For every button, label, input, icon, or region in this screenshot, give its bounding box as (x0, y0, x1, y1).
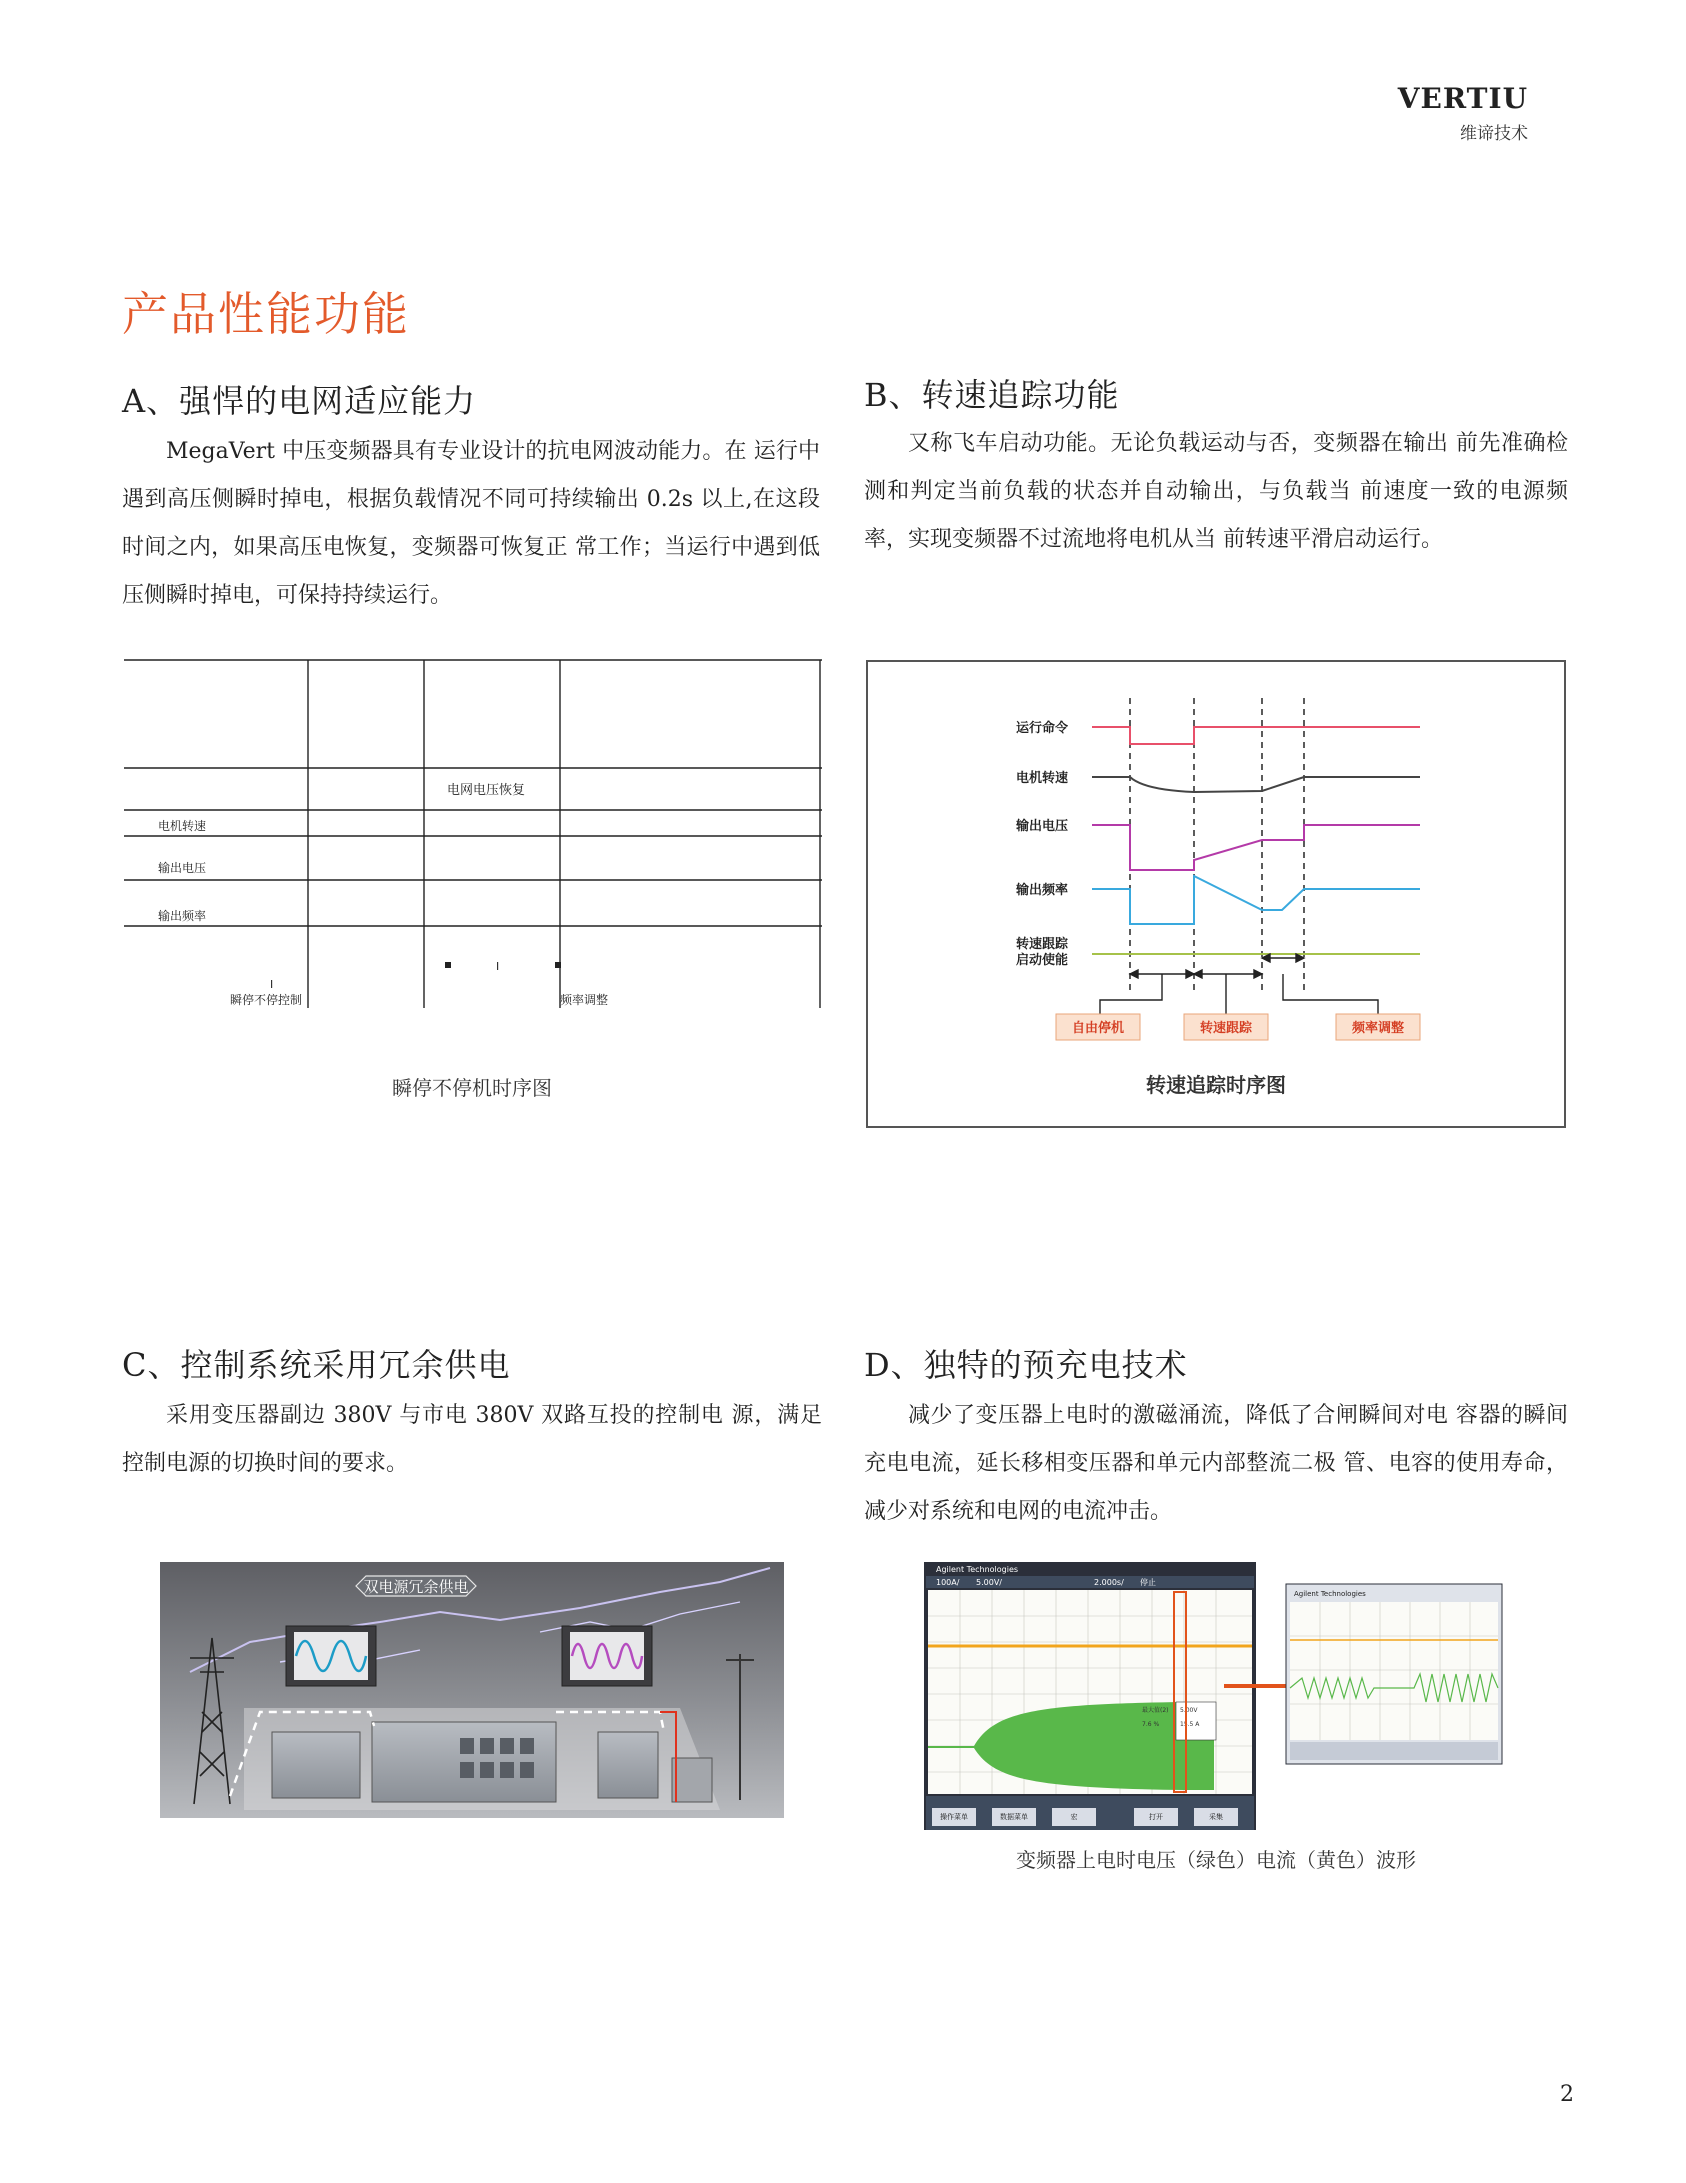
signal-output-voltage-label: 输出电压 (1016, 819, 1069, 834)
signal-enable-label: 启动使能 (1016, 953, 1069, 968)
readout-label-1: 最大值(2) (1142, 1707, 1169, 1714)
fig-a-label-motor-speed: 电机转速 (158, 819, 207, 833)
figure-a-caption: 瞬停不停机时序图 (392, 1076, 552, 1100)
scope-status-timebase: 2.000s/ (1094, 1578, 1124, 1587)
zoom-scope-brand: Agilent Technologies (1294, 1590, 1366, 1598)
scope-status-state: 停止 (1140, 1578, 1156, 1587)
fig-a-tick-mid: I (496, 960, 500, 973)
speed-tracking-figure (866, 660, 1566, 1128)
section-a-heading: A、强悍的电网适应能力 (122, 382, 477, 420)
fig-a-label-ride-through: 瞬停不停控制 (230, 993, 303, 1007)
section-d-heading: D、独特的预充电技术 (864, 1346, 1188, 1384)
fig-a-label-output-voltage: 输出电压 (158, 861, 207, 875)
signal-output-freq-label: 输出频率 (1016, 883, 1069, 898)
signal-run-command-label: 运行命令 (1016, 721, 1069, 736)
output-frequency-waveform (1112, 876, 1420, 924)
stage-freq-adjust: 频率调整 (1351, 1021, 1405, 1036)
fig-a-label-freq-adjust: 频率调整 (560, 993, 609, 1007)
output-voltage-waveform (1112, 825, 1420, 870)
figure-b-caption: 转速追踪时序图 (1146, 1073, 1286, 1097)
section-c-body: 采用变压器副边 380V 与市电 380V 双路互投的控制电 源，满足控制电源的切换时间的要求。 (122, 1403, 822, 1476)
section-b-heading: B、转速追踪功能 (864, 376, 1120, 414)
softkey-macro: 宏 (1070, 1813, 1078, 1821)
right-cabinet-icon (598, 1732, 658, 1798)
readout-value-2: 15.5 A (1180, 1721, 1200, 1728)
brand-block (1398, 82, 1528, 144)
section-c-heading: C、控制系统采用冗余供电 (122, 1346, 511, 1384)
left-cabinet-icon (272, 1732, 360, 1798)
precharge-oscilloscope-figure (924, 1562, 1508, 1832)
softkey-ops: 操作菜单 (940, 1813, 968, 1821)
section-d-body: 减少了变压器上电时的激磁涌流，降低了合闸瞬间对电 容器的瞬间充电电流，延长移相变压器和单元内部整流二极 管、电容的使用寿命，减少对系统和电网的电流冲击。 (864, 1403, 1568, 1524)
page-number: 2 (1560, 2082, 1574, 2107)
section-b-body: 又称飞车启动功能。无论负载运动与否，变频器在输出 前先准确检测和判定当前负载的状态并自动输出，与负载当 前速度一致的电源频率，实现变频器不过流地将电机从当 前转速平滑启动运行。 (864, 431, 1568, 552)
fig-a-label-output-freq: 输出频率 (158, 909, 207, 923)
stage-speed-tracking: 转速跟踪 (1199, 1021, 1253, 1036)
scope-brand: Agilent Technologies (936, 1565, 1019, 1574)
scope-status-ch2: 5.00V/ (976, 1578, 1002, 1587)
figure-d-caption: 变频器上电时电压（绿色）电流（黄色）波形 (1016, 1848, 1416, 1872)
softkey-acquire: 采集 (1209, 1813, 1223, 1821)
section-a-body: MegaVert 中压变频器具有专业设计的抗电网波动能力。在 运行中遇到高压侧瞬时掉电，根据负载情况不同可持续输出 0.2s 以上,在这段时间之内，如果高压电恢复，变频器可恢复正 常工作；当运行中遇到低压侧瞬时掉电，可保持持续运行。 (122, 439, 820, 608)
run-command-waveform (1112, 727, 1420, 744)
illustration-banner: 双电源冗余供电 (363, 1578, 469, 1596)
readout-value-1: 5.00V (1180, 1707, 1198, 1714)
scope-status-ch1: 100A/ (936, 1578, 960, 1587)
fig-a-tick-left: I (270, 978, 274, 991)
signal-motor-speed-label: 电机转速 (1016, 771, 1069, 786)
signal-tracking-label: 转速跟踪 (1016, 937, 1069, 952)
readout-label-2: 7.6 % (1142, 1721, 1160, 1728)
softkey-open: 打开 (1149, 1813, 1163, 1821)
brand-subtitle: 维谛技术 (1460, 124, 1528, 144)
ride-through-timing-figure (122, 658, 822, 1008)
page-title: 产品性能功能 (122, 287, 410, 341)
brand-logo: VERTIU (1397, 82, 1528, 115)
softkey-data: 数据菜单 (1000, 1813, 1028, 1821)
stage-free-stop: 自由停机 (1071, 1021, 1125, 1036)
speed-tracking-diagram (868, 662, 1564, 1126)
fig-a-label-grid-restore: 电网电压恢复 (446, 783, 526, 798)
redundant-power-illustration (160, 1562, 784, 1818)
motor-speed-waveform (1112, 777, 1420, 792)
